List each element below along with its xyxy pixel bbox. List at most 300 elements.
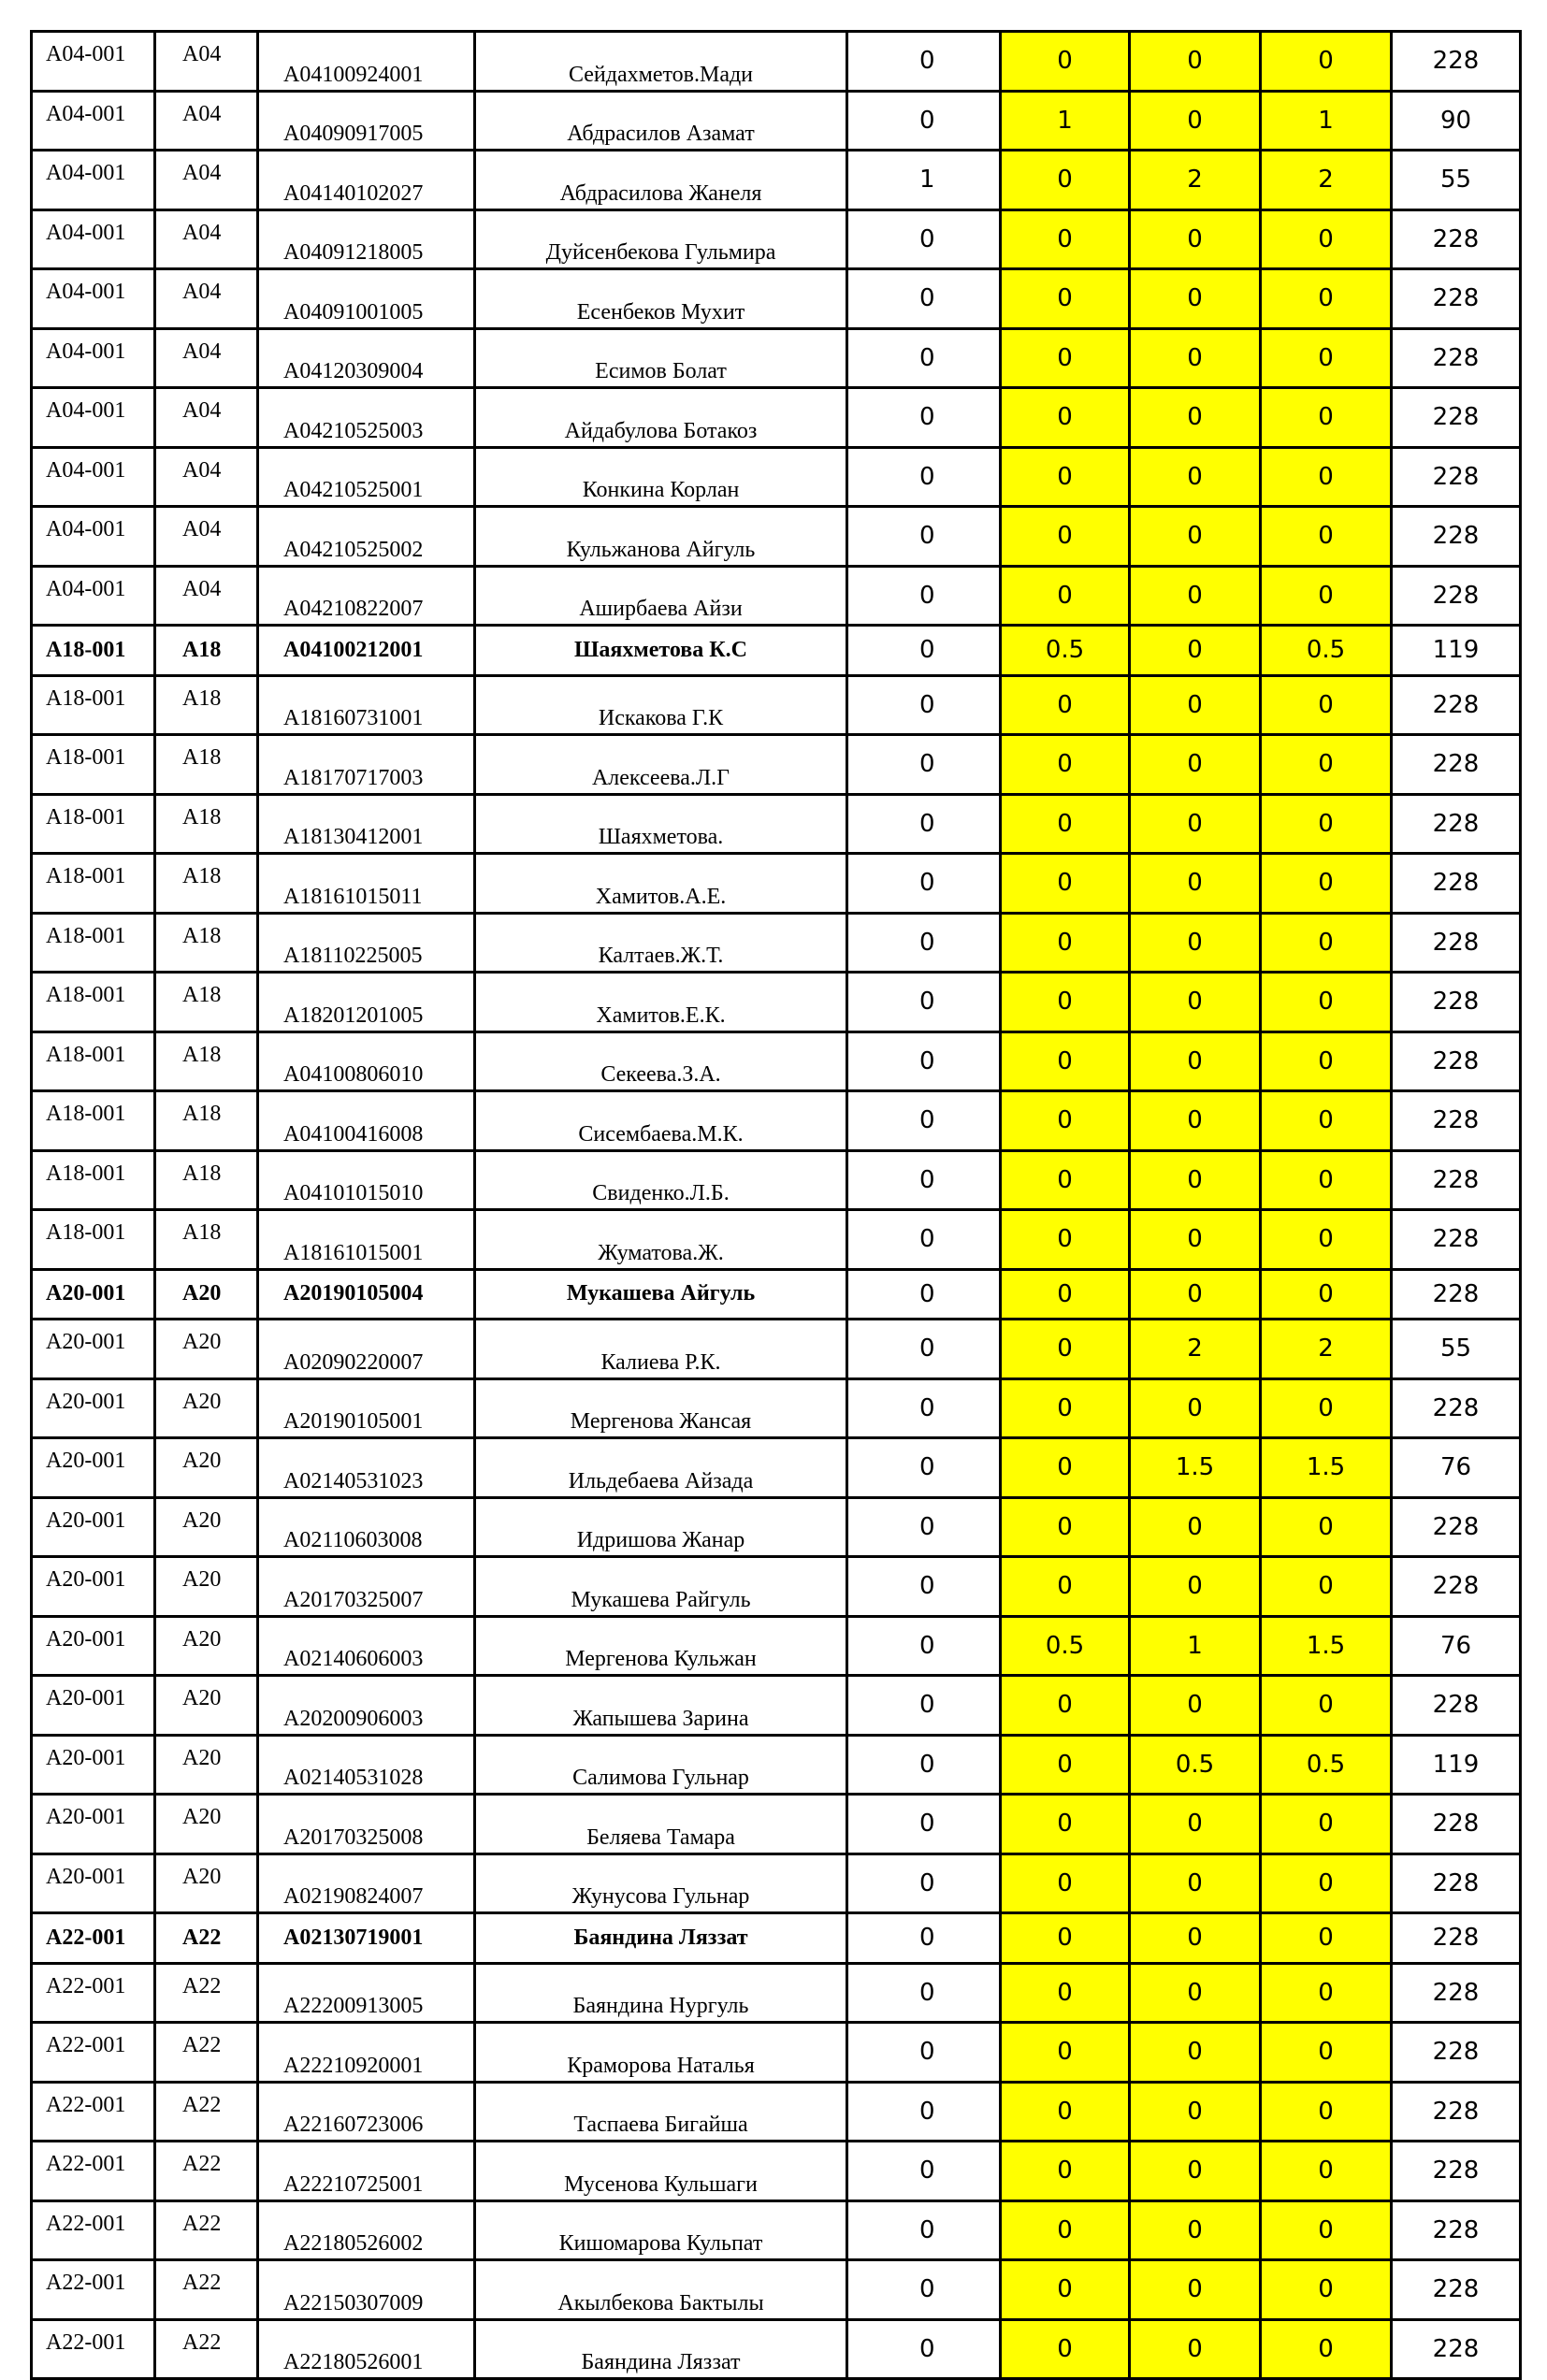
row-value-cell: 0 [847,735,1001,795]
row-yellow-total: 0 [1261,2260,1392,2320]
row-yellow-value-1: 0 [1001,388,1130,448]
row-code-cell: A22-001 [32,2319,155,2379]
row-group-cell: A18 [155,913,258,973]
row-yellow-value-2: 0 [1130,2319,1261,2379]
row-group-cell: A18 [155,794,258,854]
row-id-cell: A18160731001 [258,675,475,735]
row-name-cell: Мусенова Кульшаги [475,2142,847,2201]
row-name-cell: Искакова Г.К [475,675,847,735]
row-code-cell: A20-001 [32,1320,155,1379]
row-name-cell: Акылбекова Бактылы [475,2260,847,2320]
row-yellow-total: 2 [1261,1320,1392,1379]
row-value-cell: 0 [847,675,1001,735]
row-value-cell: 0 [847,447,1001,507]
row-id-cell: A04101015010 [258,1150,475,1210]
row-last-value: 228 [1392,2319,1521,2379]
row-value-cell: 0 [847,1438,1001,1498]
table-row [32,388,1521,448]
row-last-value: 228 [1392,32,1521,92]
row-last-value: 119 [1392,1735,1521,1795]
row-code-cell: A18-001 [32,1150,155,1210]
table-row [32,1091,1521,1151]
row-id-cell: A20200906003 [258,1676,475,1736]
row-yellow-value-1: 0 [1001,2142,1130,2201]
row-code-cell: A18-001 [32,973,155,1032]
row-yellow-value-1: 0 [1001,1210,1130,1270]
row-value-cell: 0 [847,1963,1001,2023]
row-yellow-value-1: 1 [1001,91,1130,151]
row-group-cell: A20 [155,1438,258,1498]
row-id-cell: A02190824007 [258,1854,475,1913]
row-id-cell: A18161015011 [258,854,475,914]
table-row [32,151,1521,210]
row-group-cell: A22 [155,2319,258,2379]
row-yellow-value-2: 0 [1130,794,1261,854]
row-last-value: 228 [1392,794,1521,854]
row-yellow-value-1: 0 [1001,151,1130,210]
row-last-value: 228 [1392,2200,1521,2260]
row-code-cell: A18-001 [32,913,155,973]
row-yellow-value-2: 0 [1130,1091,1261,1151]
row-id-cell: A04140102027 [258,151,475,210]
row-value-cell: 0 [847,913,1001,973]
row-code-cell: A20-001 [32,1854,155,1913]
row-yellow-total: 0 [1261,32,1392,92]
row-code-cell: A04-001 [32,32,155,92]
row-yellow-total: 0.5 [1261,1735,1392,1795]
row-yellow-total: 0 [1261,1676,1392,1736]
row-last-value: 55 [1392,1320,1521,1379]
row-id-cell: A20190105004 [258,1269,475,1320]
row-yellow-value-1: 0 [1001,854,1130,914]
row-yellow-value-1: 0 [1001,1795,1130,1854]
table-row [32,209,1521,269]
row-value-cell: 0 [847,1091,1001,1151]
row-value-cell: 0 [847,973,1001,1032]
row-value-cell: 0 [847,1150,1001,1210]
table-row [32,1854,1521,1913]
row-id-cell: A02130719001 [258,1913,475,1964]
row-value-cell: 0 [847,794,1001,854]
row-yellow-value-1: 0 [1001,973,1130,1032]
row-group-cell: A04 [155,91,258,151]
table-row [32,2319,1521,2379]
row-name-cell: Салимова Гульнар [475,1735,847,1795]
row-yellow-total: 0 [1261,447,1392,507]
row-group-cell: A04 [155,566,258,626]
row-id-cell: A22200913005 [258,1963,475,2023]
row-yellow-value-1: 0 [1001,447,1130,507]
row-name-cell: Айдабулова Ботакоз [475,388,847,448]
row-last-value: 228 [1392,2142,1521,2201]
row-code-cell: A04-001 [32,209,155,269]
row-yellow-total: 0 [1261,1269,1392,1320]
row-group-cell: A04 [155,32,258,92]
row-code-cell: A20-001 [32,1438,155,1498]
row-last-value: 228 [1392,1854,1521,1913]
row-yellow-value-2: 0 [1130,91,1261,151]
table-row [32,32,1521,92]
row-name-cell: Ильдебаева Айзада [475,1438,847,1498]
row-name-cell: Беляева Тамара [475,1795,847,1854]
row-name-cell: Краморова Наталья [475,2023,847,2083]
row-id-cell: A22150307009 [258,2260,475,2320]
row-yellow-value-2: 0 [1130,1795,1261,1854]
row-code-cell: A20-001 [32,1735,155,1795]
row-id-cell: A04100212001 [258,626,475,676]
row-yellow-value-2: 0 [1130,1963,1261,2023]
row-value-cell: 0 [847,1497,1001,1557]
row-group-cell: A20 [155,1320,258,1379]
row-yellow-total: 0 [1261,2023,1392,2083]
row-last-value: 228 [1392,269,1521,329]
row-last-value: 228 [1392,2023,1521,2083]
row-last-value: 228 [1392,1378,1521,1438]
row-code-cell: A04-001 [32,566,155,626]
table-row [32,1557,1521,1617]
row-last-value: 228 [1392,1150,1521,1210]
row-group-cell: A22 [155,2200,258,2260]
row-yellow-value-2: 2 [1130,151,1261,210]
row-id-cell: A18161015001 [258,1210,475,1270]
row-id-cell: A02110603008 [258,1497,475,1557]
row-last-value: 228 [1392,209,1521,269]
row-yellow-total: 0 [1261,2142,1392,2201]
row-yellow-value-2: 0 [1130,973,1261,1032]
row-name-cell: Кишомарова Кульпат [475,2200,847,2260]
row-yellow-total: 1.5 [1261,1616,1392,1676]
table-row [32,447,1521,507]
row-code-cell: A04-001 [32,507,155,567]
row-value-cell: 0 [847,91,1001,151]
row-name-cell: Мергенова Кульжан [475,1616,847,1676]
row-group-cell: A22 [155,1913,258,1964]
table-row [32,91,1521,151]
row-last-value: 228 [1392,388,1521,448]
row-yellow-value-1: 0 [1001,2260,1130,2320]
row-group-cell: A18 [155,1210,258,1270]
row-value-cell: 0 [847,1557,1001,1617]
table-row [32,675,1521,735]
row-id-cell: A20190105001 [258,1378,475,1438]
row-value-cell: 0 [847,209,1001,269]
row-group-cell: A18 [155,1091,258,1151]
row-name-cell: Калиева Р.К. [475,1320,847,1379]
row-name-cell: Идришова Жанар [475,1497,847,1557]
row-yellow-value-1: 0.5 [1001,626,1130,676]
row-yellow-value-1: 0 [1001,675,1130,735]
row-group-cell: A20 [155,1269,258,1320]
row-yellow-value-2: 0 [1130,1210,1261,1270]
row-yellow-value-1: 0 [1001,507,1130,567]
row-value-cell: 0 [847,2082,1001,2142]
row-id-cell: A22180526002 [258,2200,475,2260]
row-yellow-total: 0 [1261,269,1392,329]
row-yellow-total: 0 [1261,328,1392,388]
row-code-cell: A04-001 [32,269,155,329]
row-last-value: 228 [1392,1676,1521,1736]
table-body [32,32,1521,2379]
row-yellow-value-1: 0 [1001,1557,1130,1617]
row-code-cell: A04-001 [32,388,155,448]
row-yellow-total: 0 [1261,1963,1392,2023]
row-group-cell: A04 [155,209,258,269]
row-yellow-value-1: 0 [1001,1854,1130,1913]
row-value-cell: 0 [847,2023,1001,2083]
row-name-cell: Секеева.З.А. [475,1031,847,1091]
row-yellow-value-1: 0 [1001,1963,1130,2023]
row-code-cell: A18-001 [32,626,155,676]
row-group-cell: A20 [155,1497,258,1557]
row-yellow-value-2: 0 [1130,2142,1261,2201]
row-group-cell: A18 [155,626,258,676]
row-yellow-total: 0 [1261,735,1392,795]
row-last-value: 228 [1392,2260,1521,2320]
row-code-cell: A20-001 [32,1378,155,1438]
table-row [32,913,1521,973]
row-code-cell: A20-001 [32,1557,155,1617]
row-id-cell: A04100806010 [258,1031,475,1091]
row-yellow-value-2: 1.5 [1130,1438,1261,1498]
table-row [32,269,1521,329]
row-yellow-value-2: 0 [1130,1676,1261,1736]
table-row [32,973,1521,1032]
table-row [32,507,1521,567]
row-last-value: 228 [1392,913,1521,973]
row-name-cell: Аширбаева Айзи [475,566,847,626]
row-yellow-value-1: 0 [1001,735,1130,795]
row-name-cell: Абдрасилова Жанеля [475,151,847,210]
row-yellow-value-1: 0 [1001,32,1130,92]
row-code-cell: A22-001 [32,1963,155,2023]
row-yellow-total: 0 [1261,566,1392,626]
row-id-cell: A04091001005 [258,269,475,329]
row-code-cell: A22-001 [32,2260,155,2320]
row-last-value: 228 [1392,507,1521,567]
row-yellow-total: 0 [1261,507,1392,567]
table-row [32,1735,1521,1795]
row-value-cell: 0 [847,388,1001,448]
row-yellow-total: 0.5 [1261,626,1392,676]
row-name-cell: Есенбеков Мухит [475,269,847,329]
table-row [32,1676,1521,1736]
row-last-value: 76 [1392,1438,1521,1498]
row-yellow-value-2: 0 [1130,32,1261,92]
row-code-cell: A18-001 [32,854,155,914]
row-value-cell: 0 [847,2142,1001,2201]
row-yellow-total: 0 [1261,1854,1392,1913]
row-yellow-value-2: 0 [1130,566,1261,626]
row-yellow-total: 0 [1261,1557,1392,1617]
row-name-cell: Дуйсенбекова Гульмира [475,209,847,269]
table-row [32,1616,1521,1676]
row-name-cell: Абдрасилов Азамат [475,91,847,151]
row-yellow-value-2: 0 [1130,1269,1261,1320]
row-name-cell: Сейдахметов.Мади [475,32,847,92]
row-code-cell: A18-001 [32,675,155,735]
row-name-cell: Хамитов.А.Е. [475,854,847,914]
row-value-cell: 0 [847,1676,1001,1736]
row-group-cell: A20 [155,1795,258,1854]
row-code-cell: A20-001 [32,1269,155,1320]
row-name-cell: Алексеева.Л.Г [475,735,847,795]
row-code-cell: A18-001 [32,735,155,795]
row-yellow-value-2: 2 [1130,1320,1261,1379]
table-row [32,328,1521,388]
row-yellow-value-1: 0 [1001,1091,1130,1151]
row-yellow-total: 0 [1261,209,1392,269]
row-id-cell: A04090917005 [258,91,475,151]
row-yellow-value-2: 0 [1130,1497,1261,1557]
row-yellow-total: 0 [1261,794,1392,854]
row-yellow-total: 0 [1261,1378,1392,1438]
row-yellow-total: 0 [1261,1150,1392,1210]
table-row [32,854,1521,914]
row-id-cell: A04100416008 [258,1091,475,1151]
row-yellow-value-1: 0 [1001,1676,1130,1736]
row-group-cell: A20 [155,1557,258,1617]
row-group-cell: A18 [155,675,258,735]
row-name-cell: Баяндина Ляззат [475,2319,847,2379]
row-group-cell: A04 [155,328,258,388]
table-row [32,2023,1521,2083]
row-last-value: 228 [1392,854,1521,914]
row-name-cell: Свиденко.Л.Б. [475,1150,847,1210]
table-row [32,626,1521,676]
row-last-value: 228 [1392,1497,1521,1557]
table-row [32,1913,1521,1964]
row-value-cell: 0 [847,1913,1001,1964]
row-last-value: 228 [1392,1795,1521,1854]
row-yellow-value-2: 0 [1130,1150,1261,1210]
row-code-cell: A22-001 [32,2142,155,2201]
row-last-value: 228 [1392,1031,1521,1091]
row-name-cell: Таспаева Бигайша [475,2082,847,2142]
row-group-cell: A04 [155,507,258,567]
data-table [30,30,1522,2380]
row-code-cell: A22-001 [32,2082,155,2142]
row-yellow-value-1: 0 [1001,1913,1130,1964]
row-last-value: 228 [1392,973,1521,1032]
row-yellow-total: 0 [1261,388,1392,448]
row-name-cell: Калтаев.Ж.Т. [475,913,847,973]
row-code-cell: A18-001 [32,1091,155,1151]
row-last-value: 228 [1392,1913,1521,1964]
row-group-cell: A20 [155,1616,258,1676]
row-last-value: 228 [1392,735,1521,795]
table-row [32,1320,1521,1379]
row-value-cell: 0 [847,1320,1001,1379]
row-yellow-total: 0 [1261,1795,1392,1854]
row-value-cell: 0 [847,1031,1001,1091]
row-value-cell: 0 [847,1210,1001,1270]
row-group-cell: A22 [155,2260,258,2320]
row-last-value: 228 [1392,1269,1521,1320]
row-group-cell: A20 [155,1854,258,1913]
row-group-cell: A04 [155,447,258,507]
row-yellow-value-2: 0 [1130,2023,1261,2083]
row-last-value: 119 [1392,626,1521,676]
row-last-value: 228 [1392,1963,1521,2023]
row-value-cell: 0 [847,626,1001,676]
row-yellow-value-2: 0 [1130,447,1261,507]
row-id-cell: A04210525002 [258,507,475,567]
table-row [32,1963,1521,2023]
table-row [32,1210,1521,1270]
row-value-cell: 0 [847,1269,1001,1320]
row-group-cell: A20 [155,1378,258,1438]
row-id-cell: A04100924001 [258,32,475,92]
row-code-cell: A04-001 [32,91,155,151]
row-yellow-total: 0 [1261,913,1392,973]
row-id-cell: A20170325007 [258,1557,475,1617]
row-yellow-value-1: 0 [1001,1269,1130,1320]
row-code-cell: A04-001 [32,447,155,507]
row-yellow-value-2: 0 [1130,1378,1261,1438]
row-value-cell: 0 [847,32,1001,92]
row-code-cell: A22-001 [32,2200,155,2260]
row-yellow-total: 1 [1261,91,1392,151]
row-yellow-total: 0 [1261,1091,1392,1151]
row-id-cell: A18130412001 [258,794,475,854]
row-yellow-value-2: 0 [1130,1913,1261,1964]
row-yellow-total: 0 [1261,675,1392,735]
row-last-value: 228 [1392,675,1521,735]
row-id-cell: A20170325008 [258,1795,475,1854]
row-id-cell: A02140531028 [258,1735,475,1795]
row-name-cell: Мукашева Айгуль [475,1269,847,1320]
table-row [32,735,1521,795]
row-id-cell: A22160723006 [258,2082,475,2142]
row-value-cell: 0 [847,1378,1001,1438]
row-yellow-value-2: 0 [1130,507,1261,567]
row-yellow-value-2: 1 [1130,1616,1261,1676]
row-value-cell: 0 [847,854,1001,914]
table-row [32,2200,1521,2260]
row-value-cell: 0 [847,1616,1001,1676]
row-id-cell: A02090220007 [258,1320,475,1379]
row-yellow-value-1: 0 [1001,1735,1130,1795]
row-name-cell: Баяндина Нургуль [475,1963,847,2023]
row-yellow-value-1: 0 [1001,1031,1130,1091]
row-value-cell: 0 [847,1854,1001,1913]
row-group-cell: A04 [155,151,258,210]
row-yellow-value-1: 0 [1001,269,1130,329]
table-row [32,1378,1521,1438]
row-code-cell: A20-001 [32,1616,155,1676]
row-yellow-value-2: 0 [1130,269,1261,329]
row-code-cell: A18-001 [32,1210,155,1270]
row-yellow-value-2: 0 [1130,328,1261,388]
row-group-cell: A22 [155,1963,258,2023]
row-name-cell: Жуматова.Ж. [475,1210,847,1270]
row-value-cell: 0 [847,2260,1001,2320]
row-group-cell: A18 [155,735,258,795]
row-yellow-value-1: 0 [1001,2319,1130,2379]
row-yellow-value-1: 0 [1001,913,1130,973]
row-id-cell: A22210725001 [258,2142,475,2201]
row-yellow-value-1: 0 [1001,328,1130,388]
row-yellow-total: 0 [1261,2319,1392,2379]
row-yellow-total: 0 [1261,2082,1392,2142]
row-yellow-value-2: 0 [1130,1854,1261,1913]
row-id-cell: A22180526001 [258,2319,475,2379]
row-name-cell: Мергенова Жансая [475,1378,847,1438]
row-name-cell: Сисембаева.М.К. [475,1091,847,1151]
row-code-cell: A22-001 [32,2023,155,2083]
row-yellow-value-1: 0 [1001,794,1130,854]
table-row [32,1269,1521,1320]
